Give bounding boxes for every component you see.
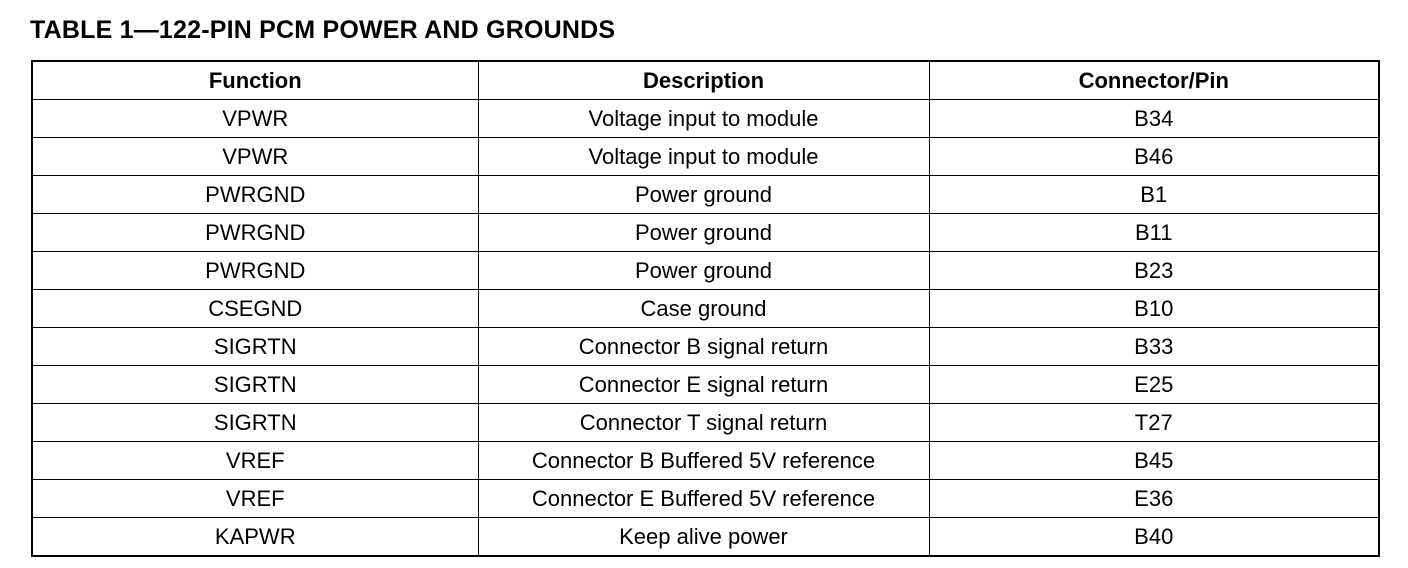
- cell-connector-pin: B40: [929, 518, 1379, 557]
- cell-connector-pin: B10: [929, 290, 1379, 328]
- table-header: [32, 61, 1379, 100]
- cell-description: Voltage input to module: [478, 100, 929, 138]
- cell-connector-pin: B34: [929, 100, 1379, 138]
- table-row: [32, 252, 1379, 290]
- cell-function: VREF: [32, 480, 478, 518]
- table-body: [32, 100, 1379, 557]
- cell-function: SIGRTN: [32, 404, 478, 442]
- table-row: [32, 442, 1379, 480]
- cell-function: VPWR: [32, 100, 478, 138]
- cell-connector-pin: B1: [929, 176, 1379, 214]
- header-function: Function: [32, 61, 478, 100]
- cell-function: VPWR: [32, 138, 478, 176]
- cell-function: SIGRTN: [32, 366, 478, 404]
- cell-description: Connector B Buffered 5V reference: [478, 442, 929, 480]
- table-row: [32, 518, 1379, 557]
- table-row: [32, 290, 1379, 328]
- cell-description: Keep alive power: [478, 518, 929, 557]
- table-row: [32, 328, 1379, 366]
- cell-connector-pin: B11: [929, 214, 1379, 252]
- cell-function: SIGRTN: [32, 328, 478, 366]
- cell-function: CSEGND: [32, 290, 478, 328]
- table-row: [32, 480, 1379, 518]
- table-row: [32, 138, 1379, 176]
- cell-description: Connector E signal return: [478, 366, 929, 404]
- cell-description: Connector T signal return: [478, 404, 929, 442]
- table-row: [32, 100, 1379, 138]
- table-row: [32, 176, 1379, 214]
- table-title: TABLE 1—122-PIN PCM POWER AND GROUNDS: [30, 16, 616, 44]
- cell-function: VREF: [32, 442, 478, 480]
- cell-connector-pin: B23: [929, 252, 1379, 290]
- cell-description: Connector B signal return: [478, 328, 929, 366]
- cell-connector-pin: B45: [929, 442, 1379, 480]
- header-row: [32, 61, 1379, 100]
- pin-table: [31, 60, 1380, 557]
- cell-connector-pin: B46: [929, 138, 1379, 176]
- cell-connector-pin: E36: [929, 480, 1379, 518]
- cell-function: PWRGND: [32, 214, 478, 252]
- cell-description: Voltage input to module: [478, 138, 929, 176]
- cell-description: Power ground: [478, 252, 929, 290]
- table-row: [32, 366, 1379, 404]
- cell-connector-pin: E25: [929, 366, 1379, 404]
- cell-description: Connector E Buffered 5V reference: [478, 480, 929, 518]
- cell-description: Case ground: [478, 290, 929, 328]
- cell-description: Power ground: [478, 214, 929, 252]
- cell-function: PWRGND: [32, 252, 478, 290]
- cell-connector-pin: B33: [929, 328, 1379, 366]
- table-row: [32, 214, 1379, 252]
- cell-description: Power ground: [478, 176, 929, 214]
- cell-function: PWRGND: [32, 176, 478, 214]
- cell-connector-pin: T27: [929, 404, 1379, 442]
- header-description: Description: [478, 61, 929, 100]
- cell-function: KAPWR: [32, 518, 478, 557]
- header-connector-pin: Connector/Pin: [929, 61, 1379, 100]
- table-row: [32, 404, 1379, 442]
